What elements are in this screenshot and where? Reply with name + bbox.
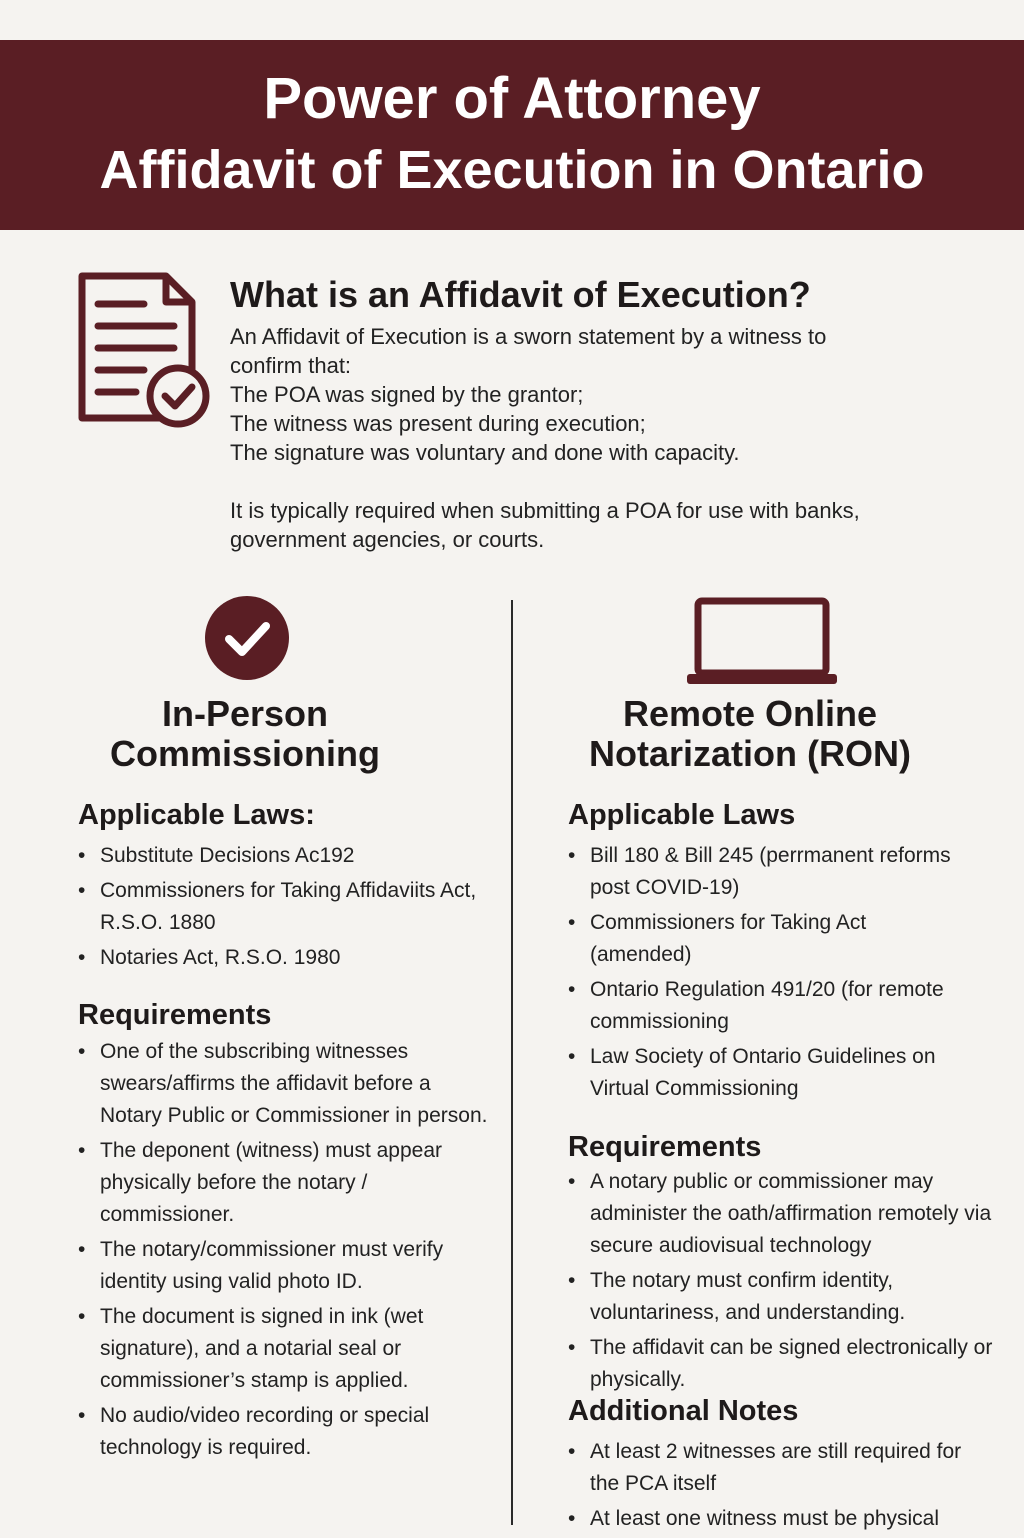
remote-requirements-list (568, 1166, 1008, 1399)
page-title-line2: Affidavit of Execution in Ontario (99, 140, 925, 200)
intro-line: The witness was present during execution; (230, 411, 646, 436)
list-item: • Commissioners for Taking Affidaviits Act, R.S.O. 1880 (78, 875, 498, 939)
intro-text (230, 322, 950, 554)
in-person-laws-list (78, 840, 498, 977)
list-item: • Substitute Decisions Ac192 (78, 840, 498, 872)
check-circle-icon (205, 596, 289, 680)
in-person-title (60, 694, 430, 774)
list-item: • No audio/video recording or special technology is required. (78, 1400, 498, 1464)
laptop-icon (682, 596, 842, 688)
spacer (230, 467, 950, 496)
list-item: • At least one witness must be physical (568, 1503, 968, 1535)
in-person-laws-heading: Applicable Laws: (78, 799, 315, 831)
list-item: • Bill 180 & Bill 245 (perrmanent reforms post COVID-19) (568, 840, 968, 904)
list-item: • Ontario Regulation 491/20 (for remote commissioning (568, 974, 968, 1038)
intro-heading: What is an Affidavit of Execution? (230, 274, 811, 315)
in-person-title-line1: In-Person (161, 693, 329, 734)
list-item: • The notary must confirm identity, voluntariness, and understanding. (568, 1265, 1008, 1329)
remote-notes-heading: Additional Notes (568, 1395, 799, 1427)
list-item: • The affidavit can be signed electronically or physically. (568, 1332, 1008, 1396)
list-item: • One of the subscribing witnesses swears/affirms the affidavit before a Notary Public or Commissioner in person. (78, 1036, 498, 1132)
intro-note-line: It is typically required when submitting a POA for use with banks, (230, 498, 860, 523)
header-banner (0, 40, 1024, 230)
list-item: • Law Society of Ontario Guidelines on Virtual Commissioning (568, 1041, 968, 1105)
remote-laws-heading: Applicable Laws (568, 799, 796, 831)
intro-note-line: government agencies, or courts. (230, 527, 545, 552)
intro-line: confirm that: (230, 353, 352, 378)
list-item: • The notary/commissioner must verify identity using valid photo ID. (78, 1234, 498, 1298)
in-person-title-line2: Commissioning (109, 733, 381, 774)
intro-line: An Affidavit of Execution is a sworn statement by a witness to (230, 324, 827, 349)
intro-line: The signature was voluntary and done with capacity. (230, 440, 740, 465)
intro-line: The POA was signed by the grantor; (230, 382, 584, 407)
remote-title (540, 694, 960, 774)
list-item: • Commissioners for Taking Act (amended) (568, 907, 968, 971)
remote-notes-list (568, 1436, 968, 1538)
list-item: • Notaries Act, R.S.O. 1980 (78, 942, 498, 974)
remote-title-line2: Notarization (RON) (589, 733, 911, 774)
remote-laws-list (568, 840, 968, 1108)
list-item: • At least 2 witnesses are still required for the PCA itself (568, 1436, 968, 1500)
list-item: • The deponent (witness) must appear physically before the notary / commissioner. (78, 1135, 498, 1231)
in-person-requirements-list (78, 1036, 498, 1467)
in-person-requirements-heading: Requirements (78, 999, 272, 1031)
column-divider (511, 600, 513, 1525)
page-title-line1: Power of Attorney (263, 66, 761, 131)
document-check-icon (74, 270, 214, 430)
remote-requirements-heading: Requirements (568, 1131, 762, 1163)
remote-title-line1: Remote Online (622, 693, 878, 734)
list-item: • The document is signed in ink (wet signature), and a notarial seal or commissioner’s stamp is applied. (78, 1301, 498, 1397)
list-item: • A notary public or commissioner may administer the oath/affirmation remotely via secure audiovisual technology (568, 1166, 1008, 1262)
